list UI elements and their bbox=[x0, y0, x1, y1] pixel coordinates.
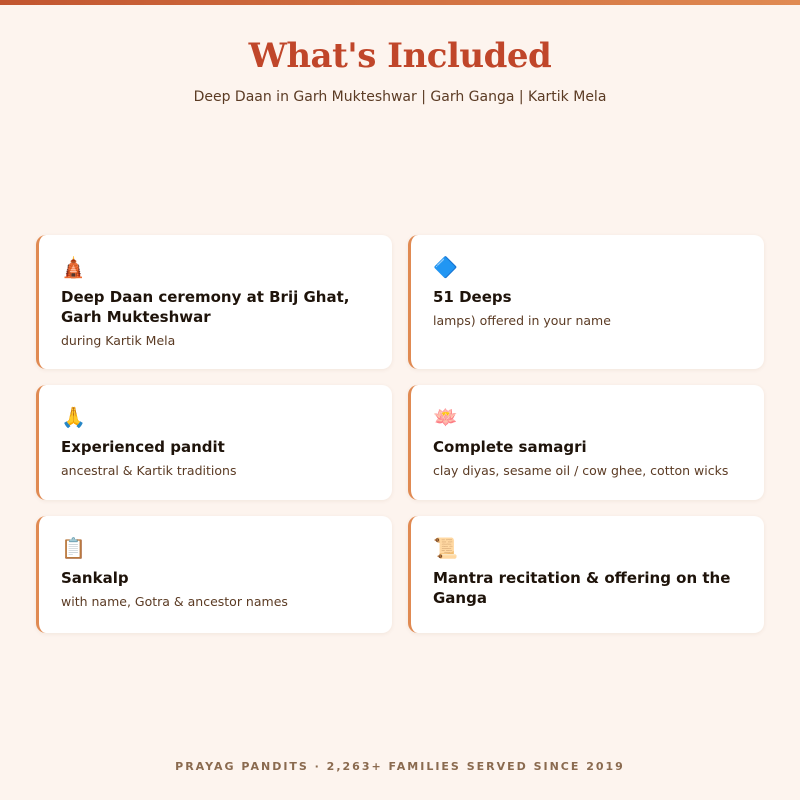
included-items-grid bbox=[36, 235, 764, 633]
card-description: with name, Gotra & ancestor names bbox=[61, 594, 288, 609]
page-subtitle: Deep Daan in Garh Mukteshwar | Garh Ganga | Kartik Mela bbox=[193, 89, 607, 105]
lotus-icon: 🪷 bbox=[433, 405, 458, 429]
card-title: Sankalp bbox=[61, 569, 129, 587]
blue-diamond-icon: 🔷 bbox=[433, 255, 458, 279]
card-description: during Kartik Mela bbox=[61, 333, 176, 348]
included-item-card bbox=[36, 235, 392, 369]
card-description: clay diyas, sesame oil / cow ghee, cotton wicks bbox=[433, 463, 729, 478]
card-title: 51 Deeps bbox=[433, 288, 512, 306]
folded-hands-icon: 🙏 bbox=[61, 405, 86, 429]
page-title: What's Included bbox=[248, 36, 552, 76]
included-item-card bbox=[408, 385, 764, 500]
included-item-card bbox=[408, 235, 764, 369]
page-header bbox=[0, 34, 800, 106]
card-description: lamps) offered in your name bbox=[433, 313, 611, 328]
temple-icon: 🛕 bbox=[61, 255, 86, 279]
included-item-card bbox=[408, 516, 764, 633]
scroll-icon: 📜 bbox=[433, 536, 458, 560]
included-item-card bbox=[36, 385, 392, 500]
card-title: Deep Daan ceremony at Brij Ghat, Garh Mukteshwar bbox=[61, 288, 350, 326]
card-title: Experienced pandit bbox=[61, 438, 225, 456]
card-title: Complete samagri bbox=[433, 438, 587, 456]
card-title: Mantra recitation & offering on the Ganga bbox=[433, 569, 731, 607]
included-item-card bbox=[36, 516, 392, 633]
card-description: ancestral & Kartik traditions bbox=[61, 463, 237, 478]
clipboard-icon: 📋 bbox=[61, 536, 86, 560]
footer-tagline: PRAYAG PANDITS · 2,263+ FAMILIES SERVED SINCE 2019 bbox=[175, 760, 625, 773]
top-accent-bar bbox=[0, 0, 800, 5]
